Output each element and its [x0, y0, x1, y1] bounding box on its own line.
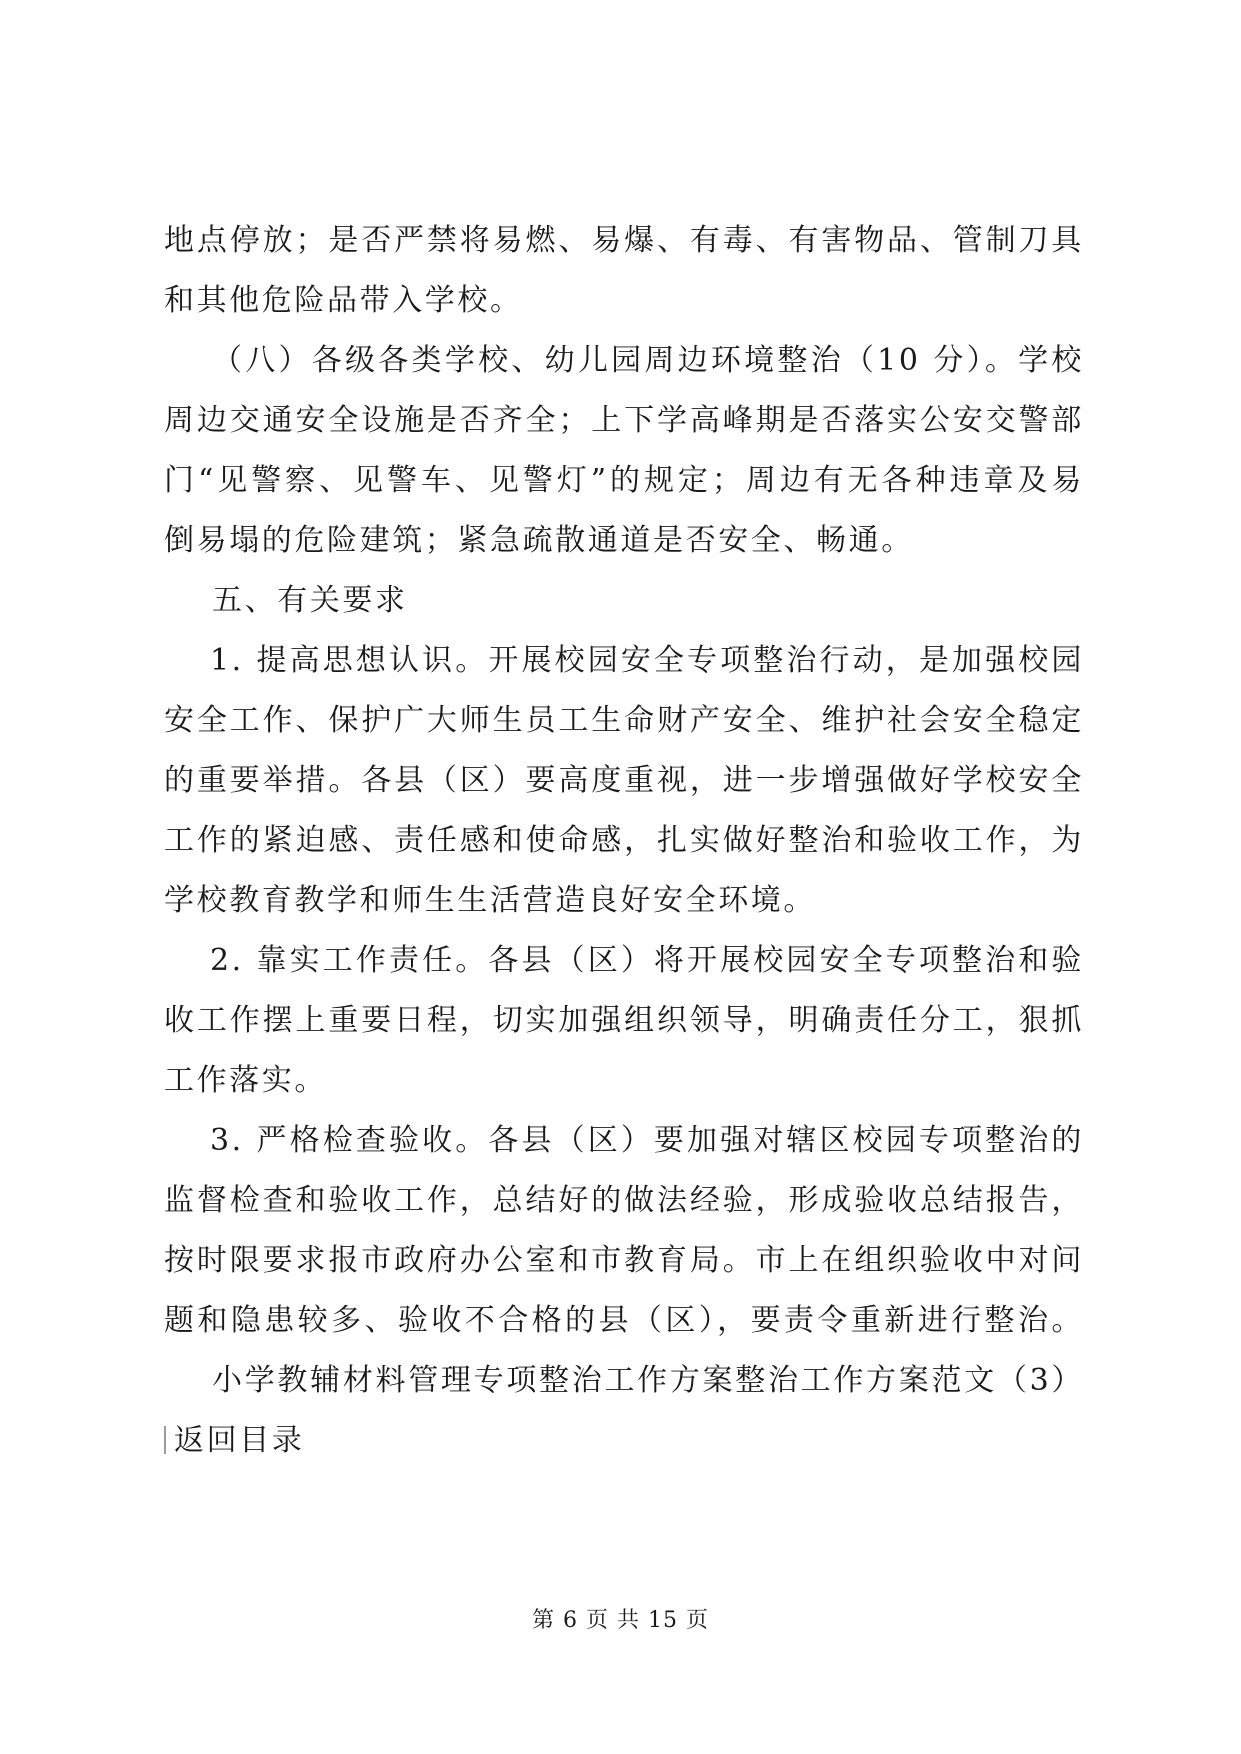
paragraph-line: 工作的紧迫感、责任感和使命感，扎实做好整治和验收工作，为 — [164, 823, 1084, 858]
paragraph-line: 1. 提高思想认识。开展校园安全专项整治行动，是加强校园 — [210, 643, 1084, 678]
paragraph-line: 周边交通安全设施是否齐全；上下学高峰期是否落实公安交警部 — [164, 403, 1084, 438]
paragraph-line: 地点停放；是否严禁将易燃、易爆、有毒、有害物品、管制刀具 — [164, 223, 1084, 258]
page-footer: 第 6 页 共 15 页 — [532, 1608, 709, 1633]
paragraph-line: 学校教育教学和师生生活营造良好安全环境。 — [164, 883, 816, 918]
paragraph-line: 安全工作、保护广大师生员工生命财产安全、维护社会安全稳定 — [164, 703, 1084, 738]
paragraph-line: 题和隐患较多、验收不合格的县（区），要责令重新进行整治。 — [164, 1303, 1084, 1338]
paragraph-line: 按时限要求报市政府办公室和市教育局。市上在组织验收中对问 — [164, 1243, 1084, 1278]
return-link-line — [164, 1423, 1084, 1458]
document-body — [164, 223, 1084, 1486]
paragraph-line: 2. 靠实工作责任。各县（区）将开展校园安全专项整治和验 — [210, 943, 1084, 978]
paragraph-line: （八）各级各类学校、幼儿园周边环境整治（10 分）。学校 — [212, 343, 1084, 378]
link-marker — [164, 1426, 166, 1454]
section-heading: 五、有关要求 — [212, 583, 408, 618]
section-title-line: 小学教辅材料管理专项整治工作方案整治工作方案范文（3） — [212, 1363, 1084, 1398]
paragraph-line: 门“见警察、见警车、见警灯”的规定；周边有无各种违章及易 — [164, 463, 1084, 498]
paragraph-line: 3. 严格检查验收。各县（区）要加强对辖区校园专项整治的 — [210, 1123, 1084, 1158]
paragraph-line: 和其他危险品带入学校。 — [164, 283, 523, 318]
paragraph-line: 监督检查和验收工作，总结好的做法经验，形成验收总结报告， — [164, 1183, 1084, 1218]
paragraph-line: 收工作摆上重要日程，切实加强组织领导，明确责任分工，狠抓 — [164, 1003, 1084, 1038]
paragraph-line: 倒易塌的危险建筑；紧急疏散通道是否安全、畅通。 — [164, 523, 914, 558]
paragraph-line: 的重要举措。各县（区）要高度重视，进一步增强做好学校安全 — [164, 763, 1084, 798]
return-to-toc-link[interactable]: 返回目录 — [174, 1423, 305, 1458]
paragraph-line: 工作落实。 — [164, 1063, 327, 1098]
